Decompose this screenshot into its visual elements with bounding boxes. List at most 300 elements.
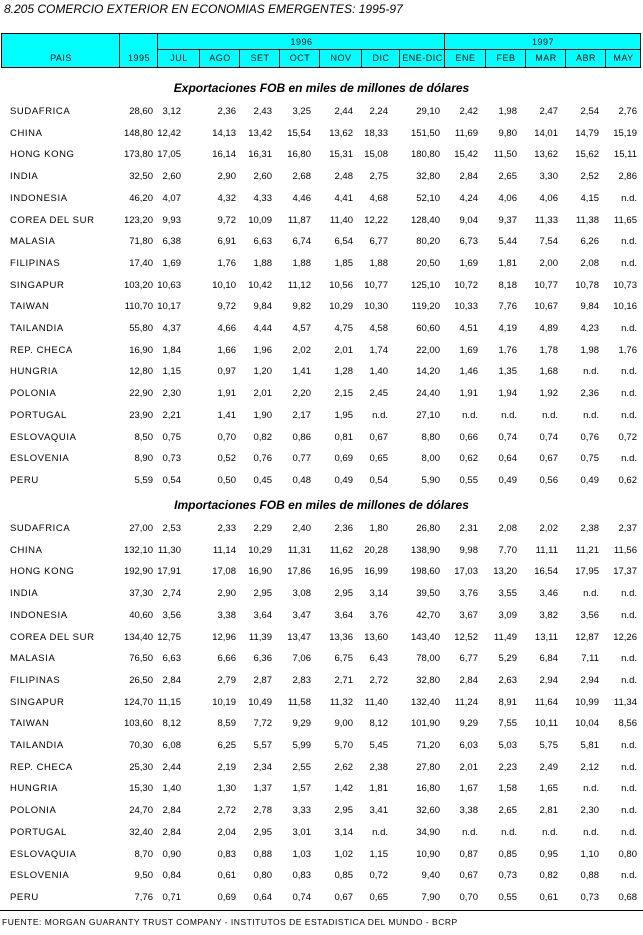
country-name: CHINA <box>10 127 43 139</box>
table-cell: 1,78 <box>539 344 558 356</box>
table-cell: 2,48 <box>334 171 353 183</box>
table-cell: 0,67 <box>369 431 388 443</box>
table-cell: 2,84 <box>459 674 478 686</box>
table-cell: 2,75 <box>369 171 388 183</box>
table-cell: 1,81 <box>498 257 517 269</box>
table-cell: 3,76 <box>369 609 388 621</box>
source-note: FUENTE: MORGAN GUARANTY TRUST COMPANY - INSTITUTOS DE ESTADISTICA DEL MUNDO - BCRP <box>2 917 458 927</box>
table-cell: 6,25 <box>217 740 236 751</box>
table-cell: 16,31 <box>248 149 272 161</box>
table-cell: 0,74 <box>498 431 517 443</box>
country-name: INDIA <box>10 171 39 183</box>
table-cell: 5,44 <box>498 236 517 248</box>
table-cell: 0,70 <box>459 891 478 903</box>
table-cell: 0,87 <box>459 848 478 860</box>
table-cell: 11,49 <box>493 631 517 643</box>
table-cell: n.d. <box>583 588 599 600</box>
table-cell: 0,49 <box>580 474 599 486</box>
table-row <box>0 234 643 250</box>
table-cell: 0,75 <box>580 453 599 465</box>
table-cell: 14,79 <box>575 127 599 139</box>
table-cell: 6,03 <box>459 740 478 751</box>
table-cell: 3,01 <box>292 826 311 838</box>
table-cell: 0,84 <box>162 870 181 882</box>
table-cell: 37,30 <box>129 588 153 600</box>
table-cell: 12,22 <box>364 214 388 226</box>
table-cell: 20,50 <box>416 257 440 269</box>
table-cell: 4,32 <box>217 192 236 204</box>
table-cell: 0,86 <box>292 431 311 443</box>
table-cell: 2,42 <box>459 106 478 117</box>
table-cell: 15,62 <box>575 149 599 161</box>
table-cell: n.d. <box>621 674 637 686</box>
table-cell: 0,88 <box>580 870 599 882</box>
header-month: JUL <box>170 53 188 63</box>
country-name: INDIA <box>10 588 39 600</box>
table-cell: 0,68 <box>618 891 637 903</box>
table-cell: 1,88 <box>369 257 388 269</box>
table-cell: 2,63 <box>498 674 517 686</box>
table-cell: 2,45 <box>369 388 388 400</box>
table-cell: 2,81 <box>539 805 558 817</box>
table-cell: 70,30 <box>129 740 153 751</box>
table-cell: 32,40 <box>129 826 153 838</box>
table-cell: 3,09 <box>498 609 517 621</box>
table-cell: 40,60 <box>129 609 153 621</box>
table-cell: 3,67 <box>459 609 478 621</box>
table-cell: 4,33 <box>253 192 272 204</box>
table-cell: 10,42 <box>248 279 272 291</box>
table-cell: 0,75 <box>162 431 181 443</box>
table-cell: 6,77 <box>459 653 478 665</box>
table-cell: 5,59 <box>134 474 153 486</box>
table-cell: 4,66 <box>217 323 236 334</box>
header-month: OCT <box>289 53 311 63</box>
table-cell: 1,02 <box>334 848 353 860</box>
country-name: ESLOVENIA <box>10 453 70 465</box>
table-cell: 3,56 <box>580 609 599 621</box>
table-cell: 5,81 <box>580 740 599 751</box>
table-cell: 3,64 <box>334 609 353 621</box>
table-cell: 4,19 <box>498 323 517 334</box>
table-cell: n.d. <box>542 409 558 421</box>
table-cell: 3,41 <box>369 805 388 817</box>
table-cell: 1,46 <box>459 366 478 378</box>
country-name: MALASIA <box>10 653 56 665</box>
table-row <box>0 147 643 163</box>
table-cell: 0,65 <box>369 453 388 465</box>
table-cell: 0,74 <box>539 431 558 443</box>
table-cell: 0,77 <box>292 453 311 465</box>
table-cell: 2,01 <box>253 388 272 400</box>
table-cell: 17,37 <box>613 566 637 578</box>
table-cell: 28,60 <box>129 106 153 117</box>
country-name: FILIPINAS <box>10 674 61 686</box>
table-cell: 0,69 <box>334 453 353 465</box>
table-cell: 10,67 <box>534 301 558 313</box>
table-cell: 7,54 <box>539 236 558 248</box>
table-cell: n.d. <box>621 388 637 400</box>
table-cell: n.d. <box>621 870 637 882</box>
table-row <box>0 299 643 315</box>
table-cell: 1,68 <box>539 366 558 378</box>
table-cell: n.d. <box>621 588 637 600</box>
table-cell: 17,05 <box>157 149 181 161</box>
table-cell: 78,00 <box>416 653 440 665</box>
table-cell: 4,46 <box>292 192 311 204</box>
table-cell: 2,21 <box>162 409 181 421</box>
header-month: DIC <box>372 53 390 63</box>
table-row <box>0 890 643 906</box>
table-cell: 0,62 <box>459 453 478 465</box>
country-name: COREA DEL SUR <box>10 631 95 643</box>
table-cell: 14,01 <box>534 127 558 139</box>
table-cell: 4,75 <box>334 323 353 334</box>
table-cell: 4,15 <box>580 192 599 204</box>
table-cell: 1,41 <box>292 366 311 378</box>
table-cell: 13,36 <box>329 631 353 643</box>
table-cell: 2,65 <box>498 171 517 183</box>
table-cell: 14,20 <box>416 366 440 378</box>
table-cell: 3,33 <box>292 805 311 817</box>
table-cell: 16,14 <box>212 149 236 161</box>
table-cell: 9,04 <box>459 214 478 226</box>
table-cell: 1,35 <box>498 366 517 378</box>
table-cell: 0,80 <box>618 848 637 860</box>
table-row <box>0 213 643 229</box>
table-cell: 134,40 <box>123 631 153 643</box>
table-cell: 1,88 <box>253 257 272 269</box>
table-cell: 13,62 <box>534 149 558 161</box>
table-cell: n.d. <box>501 826 517 838</box>
table-cell: 192,90 <box>123 566 153 578</box>
table-cell: 2,29 <box>253 523 272 534</box>
table-cell: 3,14 <box>369 588 388 600</box>
page-title: 8.205 COMERCIO EXTERIOR EN ECONOMIAS EMERGENTES: 1995-97 <box>4 2 403 16</box>
table-cell: 3,12 <box>162 106 181 117</box>
table-cell: 0,67 <box>334 891 353 903</box>
table-cell: 0,73 <box>498 870 517 882</box>
table-cell: 15,30 <box>129 783 153 795</box>
table-row <box>0 825 643 841</box>
table-row <box>0 543 643 559</box>
table-cell: 0,81 <box>334 431 353 443</box>
table-cell: 1,20 <box>253 366 272 378</box>
table-cell: 2,30 <box>580 805 599 817</box>
header-month: MAR <box>535 53 557 63</box>
table-cell: 11,11 <box>535 544 558 556</box>
table-cell: 2,38 <box>369 761 388 773</box>
table-cell: 71,20 <box>416 740 440 751</box>
table-cell: 8,56 <box>618 718 637 730</box>
table-cell: 11,40 <box>329 214 353 226</box>
table-cell: 2,90 <box>217 171 236 183</box>
table-cell: 0,71 <box>162 891 181 903</box>
table-cell: 0,72 <box>618 431 637 443</box>
table-row <box>0 673 643 689</box>
table-cell: 10,16 <box>613 301 637 313</box>
table-cell: 1,88 <box>292 257 311 269</box>
table-cell: 9,84 <box>253 301 272 313</box>
table-cell: 0,80 <box>253 870 272 882</box>
table-cell: n.d. <box>621 366 637 378</box>
table-cell: 2,33 <box>217 523 236 534</box>
table-cell: 0,85 <box>334 870 353 882</box>
table-cell: 2,19 <box>217 761 236 773</box>
table-cell: 11,50 <box>493 149 517 161</box>
table-row <box>0 738 643 754</box>
table-cell: 2,44 <box>162 761 181 773</box>
table-cell: n.d. <box>621 257 637 269</box>
table-cell: 132,40 <box>410 696 440 708</box>
table-cell: 1,76 <box>498 344 517 356</box>
table-cell: 2,87 <box>253 674 272 686</box>
table-cell: 10,19 <box>212 696 236 708</box>
table-cell: 11,30 <box>157 544 181 556</box>
table-cell: n.d. <box>621 409 637 421</box>
table-row <box>0 564 643 580</box>
table-cell: 24,70 <box>129 805 153 817</box>
table-cell: 11,24 <box>454 696 478 708</box>
table-cell: 180,80 <box>410 149 440 161</box>
table-cell: 7,72 <box>253 718 272 730</box>
table-cell: 13,47 <box>287 631 311 643</box>
table-cell: 32,80 <box>416 171 440 183</box>
table-cell: 32,50 <box>129 171 153 183</box>
table-cell: n.d. <box>621 740 637 751</box>
table-cell: 17,03 <box>454 566 478 578</box>
table-cell: n.d. <box>501 409 517 421</box>
table-cell: 17,95 <box>575 566 599 578</box>
table-cell: 2,04 <box>217 826 236 838</box>
table-cell: 0,67 <box>459 870 478 882</box>
table-cell: 6,74 <box>292 236 311 248</box>
table-cell: 18,33 <box>364 127 388 139</box>
table-cell: 10,56 <box>329 279 353 291</box>
country-name: PORTUGAL <box>10 409 67 421</box>
table-cell: 124,70 <box>123 696 153 708</box>
table-cell: 11,56 <box>613 544 637 556</box>
table-cell: 125,10 <box>410 279 440 291</box>
table-cell: 0,61 <box>217 870 236 882</box>
table-cell: 13,42 <box>248 127 272 139</box>
header-month: AGO <box>209 53 231 63</box>
table-cell: 2,31 <box>459 523 478 534</box>
table-cell: 2,49 <box>539 761 558 773</box>
table-cell: 14,13 <box>212 127 236 139</box>
table-cell: 2,34 <box>253 761 272 773</box>
table-row <box>0 104 643 120</box>
table-cell: 0,72 <box>369 870 388 882</box>
table-cell: 11,87 <box>287 214 311 226</box>
table-cell: 24,40 <box>416 388 440 400</box>
table-cell: n.d. <box>462 409 478 421</box>
table-cell: 4,58 <box>369 323 388 334</box>
table-row <box>0 386 643 402</box>
table-cell: 9,84 <box>580 301 599 313</box>
table-cell: 123,20 <box>123 214 153 226</box>
table-cell: n.d. <box>621 653 637 665</box>
table-cell: 2,02 <box>539 523 558 534</box>
table-cell: 4,06 <box>498 192 517 204</box>
table-row <box>0 521 643 537</box>
table-cell: 2,95 <box>253 826 272 838</box>
table-cell: 2,72 <box>217 805 236 817</box>
table-cell: 8,70 <box>134 848 153 860</box>
table-cell: 10,77 <box>534 279 558 291</box>
table-cell: 17,86 <box>287 566 311 578</box>
country-name: TAILANDIA <box>10 323 64 334</box>
table-cell: 3,14 <box>334 826 353 838</box>
table-cell: 2,52 <box>580 171 599 183</box>
section-title: Importaciones FOB en miles de millones de dólares <box>174 498 469 512</box>
table-cell: 9,29 <box>459 718 478 730</box>
table-cell: 32,60 <box>416 805 440 817</box>
table-cell: 13,60 <box>364 631 388 643</box>
table-cell: 11,15 <box>157 696 181 708</box>
table-cell: 2,74 <box>162 588 181 600</box>
table-cell: 5,03 <box>498 740 517 751</box>
table-cell: 0,69 <box>217 891 236 903</box>
table-row <box>0 760 643 776</box>
table-cell: 1,15 <box>369 848 388 860</box>
table-cell: 6,38 <box>162 236 181 248</box>
table-cell: 10,73 <box>613 279 637 291</box>
table-cell: 2,17 <box>292 409 311 421</box>
table-cell: 42,70 <box>416 609 440 621</box>
country-name: INDONESIA <box>10 609 68 621</box>
country-name: HONG KONG <box>10 566 75 578</box>
table-cell: 2,47 <box>539 106 558 117</box>
table-cell: 151,50 <box>410 127 440 139</box>
table-cell: 4,06 <box>539 192 558 204</box>
table-cell: 2,65 <box>498 805 517 817</box>
table-cell: 9,29 <box>292 718 311 730</box>
table-cell: 2,71 <box>334 674 353 686</box>
table-cell: 10,11 <box>534 718 558 730</box>
table-cell: n.d. <box>621 236 637 248</box>
country-name: SINGAPUR <box>10 279 65 291</box>
header-pais: PAIS <box>50 53 72 63</box>
country-name: HUNGRIA <box>10 783 59 795</box>
table-cell: 5,70 <box>334 740 353 751</box>
table-cell: 0,82 <box>253 431 272 443</box>
table-cell: 6,73 <box>459 236 478 248</box>
table-cell: 6,75 <box>334 653 353 665</box>
table-cell: 2,83 <box>292 674 311 686</box>
table-cell: 10,99 <box>575 696 599 708</box>
table-cell: n.d. <box>621 192 637 204</box>
country-name: REP. CHECA <box>10 761 73 773</box>
table-cell: 5,45 <box>369 740 388 751</box>
table-cell: 1,69 <box>162 257 181 269</box>
table-cell: 3,47 <box>292 609 311 621</box>
table-cell: 0,52 <box>217 453 236 465</box>
table-cell: 4,07 <box>162 192 181 204</box>
table-cell: 103,60 <box>123 718 153 730</box>
table-cell: 0,64 <box>498 453 517 465</box>
table-cell: 4,68 <box>369 192 388 204</box>
country-name: TAIWAN <box>10 301 50 313</box>
table-cell: 1,57 <box>292 783 311 795</box>
table-cell: 1,80 <box>369 523 388 534</box>
table-cell: 2,20 <box>292 388 311 400</box>
table-cell: 9,00 <box>334 718 353 730</box>
table-cell: 119,20 <box>411 301 440 313</box>
table-cell: 2,94 <box>580 674 599 686</box>
table-cell: 0,55 <box>498 891 517 903</box>
table-cell: 8,12 <box>162 718 181 730</box>
table-row <box>0 430 643 446</box>
table-cell: 173,80 <box>123 149 153 161</box>
table-cell: 0,83 <box>217 848 236 860</box>
table-cell: 11,65 <box>613 214 637 226</box>
table-cell: 1,76 <box>618 344 637 356</box>
table-row <box>0 586 643 602</box>
country-name: SUDAFRICA <box>10 523 71 534</box>
table-cell: n.d. <box>621 805 637 817</box>
table-cell: 0,54 <box>162 474 181 486</box>
table-cell: 1,58 <box>498 783 517 795</box>
table-cell: 1,30 <box>217 783 236 795</box>
table-row <box>0 781 643 797</box>
table-cell: 0,82 <box>539 870 558 882</box>
table-cell: 0,64 <box>253 891 272 903</box>
table-cell: 12,80 <box>129 366 153 378</box>
table-cell: 4,44 <box>253 323 272 334</box>
country-name: FILIPINAS <box>10 257 61 269</box>
table-cell: 20,28 <box>364 544 388 556</box>
table-cell: 9,72 <box>217 214 236 226</box>
table-cell: 5,99 <box>292 740 311 751</box>
table-cell: 8,12 <box>369 718 388 730</box>
country-name: SUDAFRICA <box>10 106 71 117</box>
header-month: ENE-DIC <box>402 53 443 63</box>
table-cell: 3,76 <box>459 588 478 600</box>
table-cell: 2,86 <box>618 171 637 183</box>
table-cell: 0,50 <box>217 474 236 486</box>
table-cell: 6,91 <box>217 236 236 248</box>
table-cell: 1,41 <box>217 409 236 421</box>
table-cell: 9,40 <box>421 870 440 882</box>
table-cell: 2,36 <box>334 523 353 534</box>
table-cell: 16,80 <box>287 149 311 161</box>
table-cell: 0,83 <box>292 870 311 882</box>
table-cell: 1,40 <box>162 783 181 795</box>
table-cell: 2,02 <box>292 344 311 356</box>
table-cell: 6,08 <box>162 740 181 751</box>
table-cell: 7,90 <box>421 891 440 903</box>
table-cell: 60,60 <box>416 323 440 334</box>
table-cell: 27,00 <box>129 523 153 534</box>
table-cell: 6,26 <box>580 236 599 248</box>
table-cell: 23,90 <box>129 409 153 421</box>
table-cell: 5,29 <box>498 653 517 665</box>
table-cell: 8,50 <box>134 431 153 443</box>
table-cell: 2,78 <box>253 805 272 817</box>
table-cell: 16,90 <box>129 344 153 356</box>
table-cell: 2,84 <box>162 826 181 838</box>
table-cell: 15,11 <box>613 149 637 161</box>
table-cell: 148,80 <box>123 127 153 139</box>
table-cell: 27,10 <box>416 409 440 421</box>
table-cell: 2,37 <box>618 523 637 534</box>
table-cell: 0,61 <box>539 891 558 903</box>
table-cell: 1,40 <box>369 366 388 378</box>
table-cell: 2,38 <box>580 523 599 534</box>
table-cell: n.d. <box>462 826 478 838</box>
table-cell: 13,11 <box>534 631 558 643</box>
